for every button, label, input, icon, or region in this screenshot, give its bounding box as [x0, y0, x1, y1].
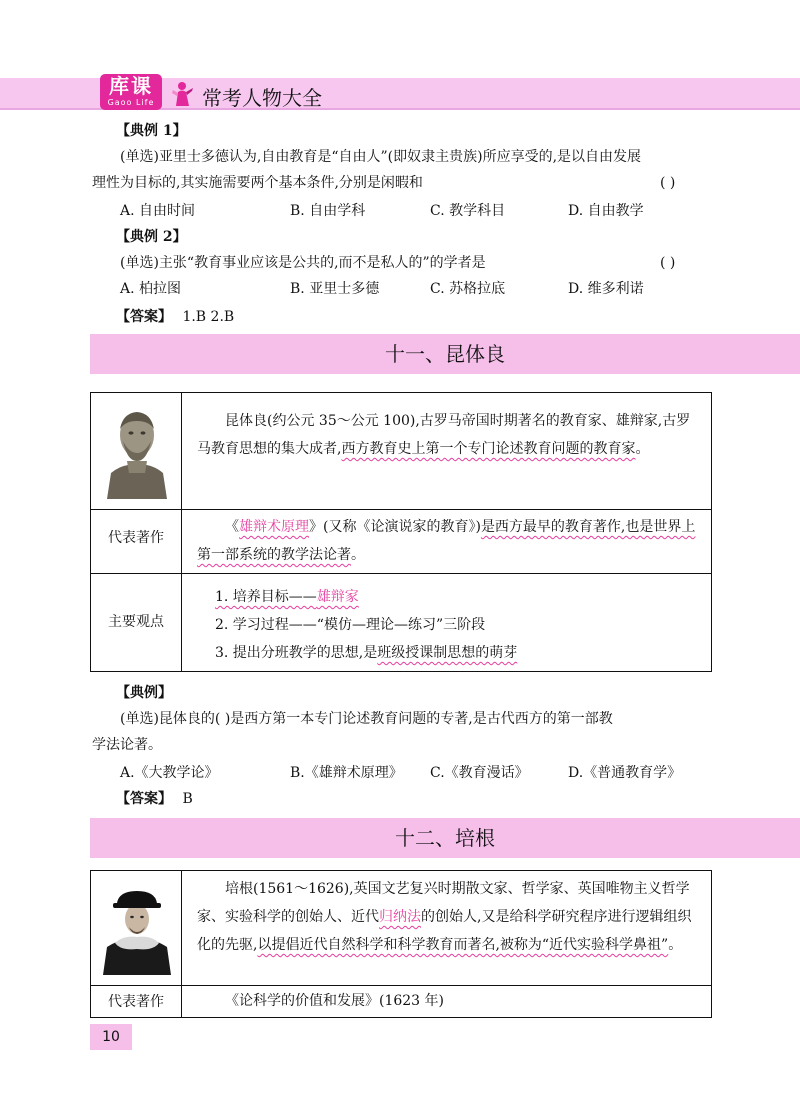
q3-option-c: C.《教育漫话》 — [430, 765, 529, 781]
quintilian-portrait — [105, 403, 169, 499]
bacon-intro: 培根(1561～1626),英国文艺复兴时期散文家、哲学家、英国唯物主义哲学家、实验科学的创始人、近代归纳法的创始人,又是给科学研究程序进行逻辑组织化的先驱,以提倡近代自然科学和科学教育而著名,被称为“近代实验科学鼻祖”。 — [197, 881, 692, 953]
answer-label: 【答案】 — [116, 309, 172, 325]
figure-icon — [170, 80, 196, 108]
q1-line-1: (单选)亚里士多德认为,自由教育是“自由人”(即奴隶主贵族)所应享受的,是以自由发展 — [120, 149, 642, 165]
quintilian-intro: 昆体良(约公元 35～公元 100),古罗马帝国时期著名的教育家、雄辩家,古罗马教育思想的集大成者,西方教育史上第一个专门论述教育问题的教育家。 — [197, 413, 691, 457]
answer-value: 1.B 2.B — [182, 309, 235, 325]
q1-option-b: B. 自由学科 — [290, 203, 366, 219]
bacon-table — [90, 870, 712, 1018]
q2-line-1: (单选)主张“教育事业应该是公共的,而不是私人的”的学者是 — [120, 255, 486, 271]
quintilian-views — [215, 583, 517, 667]
brand-logo — [100, 74, 162, 110]
q2-option-a: A. 柏拉图 — [120, 281, 182, 297]
example-1-label: 【典例 1】 — [116, 123, 187, 139]
q2-option-b: B. 亚里士多德 — [290, 281, 380, 297]
views-label: 主要观点 — [108, 614, 164, 630]
logo-text: 库课 — [109, 74, 153, 98]
answer-value: B — [182, 791, 193, 807]
example-label: 【典例】 — [116, 685, 172, 701]
page-number: 10 — [90, 1024, 132, 1050]
section-11-title: 十一、昆体良 — [385, 342, 505, 366]
quintilian-table — [90, 392, 712, 672]
q3-line-1: (单选)昆体良的( )是西方第一本专门论述教育问题的专著,是古代西方的第一部教 — [120, 711, 613, 727]
quintilian-works: 《雄辩术原理》(又称《论演说家的教育》)是西方最早的教育著作,也是世界上第一部系统的教学法论著。 — [197, 519, 696, 563]
q3-line-2: 学法论著。 — [92, 737, 162, 753]
q1-option-a: A. 自由时间 — [120, 203, 196, 219]
q2-option-c: C. 苏格拉底 — [430, 281, 506, 297]
q1-option-c: C. 教学科目 — [430, 203, 506, 219]
section-12-band — [90, 818, 800, 858]
q3-option-d: D.《普通教育学》 — [568, 765, 682, 781]
view-1: 1. 培养目标——雄辩家 — [215, 589, 359, 605]
section-11-band — [90, 334, 800, 374]
q1-option-d: D. 自由教学 — [568, 203, 644, 219]
answer-label: 【答案】 — [116, 791, 172, 807]
inductive-method: 归纳法 — [379, 909, 421, 925]
q1-line-2: 理性为目标的,其实施需要两个基本条件,分别是闲暇和 — [92, 175, 423, 191]
section-12-title: 十二、培根 — [395, 826, 495, 850]
works-label: 代表著作 — [108, 994, 164, 1010]
logo-subtext: Gaoo Life — [107, 98, 155, 107]
header-title: 常考人物大全 — [202, 86, 322, 110]
q3-option-b: B.《雄辩术原理》 — [290, 765, 403, 781]
bacon-portrait — [103, 881, 171, 975]
works-label: 代表著作 — [108, 530, 164, 546]
answer-row-mid — [116, 786, 193, 812]
answer-row-top — [116, 304, 234, 330]
q2-answer-paren: ( ) — [660, 255, 676, 271]
q1-answer-paren: ( ) — [660, 175, 676, 191]
work-title: 雄辩术原理 — [239, 519, 309, 535]
view-3: 3. 提出分班教学的思想,是班级授课制思想的萌芽 — [215, 645, 518, 661]
q3-option-a: A.《大教学论》 — [120, 765, 219, 781]
quintilian-key-fact: 西方教育史上第一个专门论述教育问题的教育家 — [341, 441, 636, 457]
q2-option-d: D. 维多利诺 — [568, 281, 644, 297]
example-2-label: 【典例 2】 — [116, 229, 187, 245]
view-2: 2. 学习过程——“模仿—理论—练习”三阶段 — [215, 617, 486, 633]
bacon-works: 《论科学的价值和发展》(1623 年) — [225, 993, 445, 1009]
